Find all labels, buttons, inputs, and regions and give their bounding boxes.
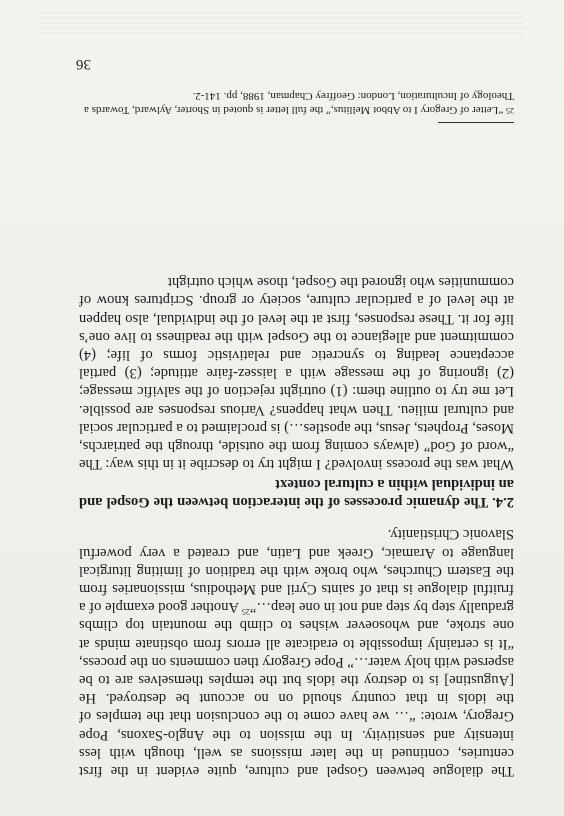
footnote-rule — [438, 122, 514, 123]
opening-paragraph — [79, 525, 514, 780]
footnote-reference: 25 — [241, 607, 250, 617]
footnote — [84, 89, 514, 117]
section-heading: 2.4. The dynamic processes of the interaction between the Gospel and an individual within a cultural context — [79, 476, 514, 511]
top-text-block — [79, 273, 514, 780]
opening-paragraph-text: The dialogue between Gospel and culture, quite evident in the first centuries, continued in the later missions as well, though with less intensity and sensitivity. In the mission to the Anglo-Saxons, Pope Gregory, wrote: “… we have come to the conclusion that the temples of the idols in that country should on no account be destroyed. He [Augustine] is to destroy the idols but the temples themselves are to be aspersed with holy water…” Pope Gregory then comments on the process, “It is certainly impossible to eradicate all errors from obstinate minds at one stroke, and whosoever wishes to climb the mountain top climbs gradually step by step and not in one leap…” — [79, 599, 514, 779]
page-number-bottom: 36 — [76, 56, 91, 72]
process-paragraph: What was the process involved? I might try to describe it in this way: The “word of God” (always coming from the outside, through the patriarchs, Moses, Prophets, Jesus, the apostles…) is proclaimed to a particular social and cultural milieu. Then what happens? Various responses are possible. Let me try to outline them: (1) outright rejection of the salvific message; (2) ignoring of the message with a laissez-faire attitude; (3) partial acceptance leading to syncretic and relativistic forms of life; (4) commitment and allegiance to the Gospel with the readiness to live one’s life for it. These responses, first at the level of the individual, also happen at the level of a particular culture, society or group. Scriptures know of communities who ignored the Gospel, those which outright — [79, 274, 514, 473]
footnote-number: 25 — [506, 106, 514, 115]
opening-paragraph-continuation: Another good example of a fruitful dialogue is that of saints Cyril and Methodius, missionaries from the Eastern Churches, who broke with the tradition of limiting liturgical language to Aramaic, Greek and Latin, and created a very powerful Slavonic Christianity. — [79, 526, 514, 616]
footnote-text: “Letter of Gregory I to Abbot Mellitus,” the full letter is quoted in Shorter, Aylward, Towards a Theology of Inculturation, London: Geoffrey Chapman, 1988, pp. 141-2. — [84, 90, 514, 116]
